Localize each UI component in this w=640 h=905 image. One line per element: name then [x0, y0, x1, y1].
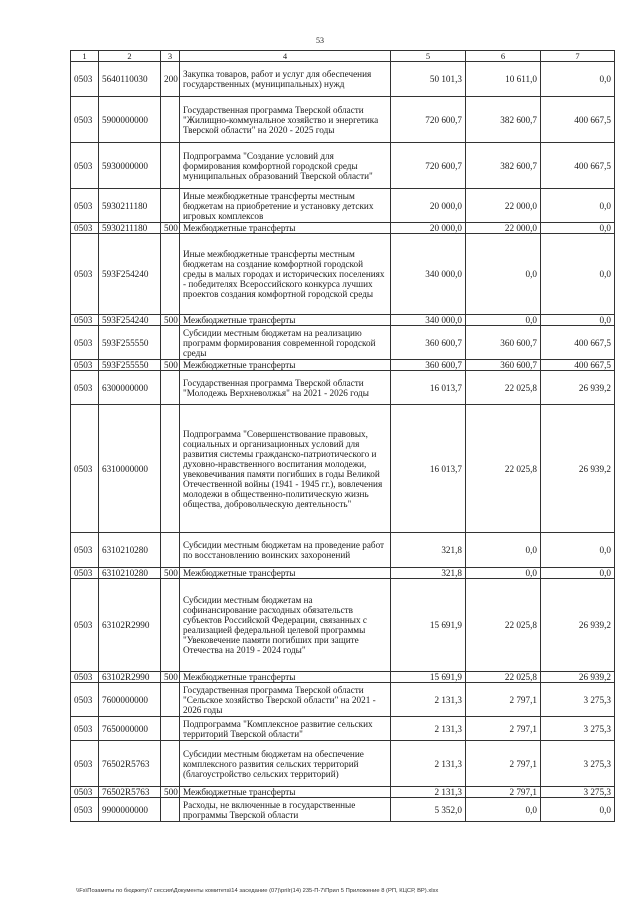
- cell-amount-year3: 0,0: [541, 234, 615, 315]
- cell-amount-year1: 5 352,0: [391, 798, 466, 822]
- table-row: [71, 533, 615, 568]
- cell-amount-year1: 20 000,0: [391, 189, 466, 223]
- cell-amount-year2: 2 797,1: [466, 717, 541, 741]
- cell-amount-year3: 3 275,3: [541, 683, 615, 717]
- header-row: [71, 51, 615, 62]
- cell-amount-year3: 0,0: [541, 533, 615, 568]
- table-row: [71, 223, 615, 234]
- cell-section: 0503: [71, 568, 99, 579]
- cell-section: 0503: [71, 787, 99, 798]
- cell-amount-year2: 22 025,8: [466, 405, 541, 533]
- cell-amount-year3: 26 939,2: [541, 672, 615, 683]
- cell-target-article: 5930211180: [99, 189, 161, 223]
- cell-section: 0503: [71, 683, 99, 717]
- table-row: [71, 371, 615, 405]
- cell-section: 0503: [71, 223, 99, 234]
- cell-expense-type: 500: [161, 672, 180, 683]
- cell-target-article: 6310210280: [99, 568, 161, 579]
- cell-target-article: 63102R2990: [99, 579, 161, 672]
- cell-expense-type: 500: [161, 315, 180, 326]
- table-row: [71, 234, 615, 315]
- cell-amount-year1: 360 600,7: [391, 360, 466, 371]
- cell-description: Межбюджетные трансферты: [180, 568, 391, 579]
- cell-amount-year1: 720 600,7: [391, 97, 466, 143]
- cell-expense-type: [161, 189, 180, 223]
- cell-amount-year3: 400 667,5: [541, 360, 615, 371]
- cell-amount-year1: 321,8: [391, 533, 466, 568]
- cell-description: Межбюджетные трансферты: [180, 315, 391, 326]
- cell-description: Закупка товаров, работ и услуг для обеспечения государственных (муниципальных) нужд: [180, 62, 391, 97]
- cell-expense-type: [161, 579, 180, 672]
- table-row: [71, 62, 615, 97]
- cell-target-article: 593F255550: [99, 326, 161, 360]
- cell-expense-type: [161, 326, 180, 360]
- cell-target-article: 76502R5763: [99, 787, 161, 798]
- cell-target-article: 6310000000: [99, 405, 161, 533]
- cell-amount-year1: 50 101,3: [391, 62, 466, 97]
- cell-target-article: 9900000000: [99, 798, 161, 822]
- cell-expense-type: 200: [161, 62, 180, 97]
- table-row: [71, 360, 615, 371]
- cell-target-article: 7600000000: [99, 683, 161, 717]
- cell-amount-year2: 22 025,8: [466, 672, 541, 683]
- cell-description: Подпрограмма "Создание условий для формирования комфортной городской среды муниципальных образований Тверской области": [180, 143, 391, 189]
- cell-target-article: 6310210280: [99, 533, 161, 568]
- table-row: [71, 672, 615, 683]
- cell-target-article: 5640110030: [99, 62, 161, 97]
- cell-amount-year2: 0,0: [466, 315, 541, 326]
- cell-amount-year1: 720 600,7: [391, 143, 466, 189]
- table-row: [71, 326, 615, 360]
- cell-description: Межбюджетные трансферты: [180, 360, 391, 371]
- cell-amount-year2: 22 000,0: [466, 189, 541, 223]
- table-row: [71, 97, 615, 143]
- cell-description: Субсидии местным бюджетам на реализацию программ формирования современной городской среды: [180, 326, 391, 360]
- cell-target-article: 63102R2990: [99, 672, 161, 683]
- cell-amount-year1: 15 691,9: [391, 672, 466, 683]
- cell-target-article: 76502R5763: [99, 741, 161, 787]
- cell-section: 0503: [71, 97, 99, 143]
- cell-section: 0503: [71, 371, 99, 405]
- cell-section: 0503: [71, 360, 99, 371]
- cell-section: 0503: [71, 143, 99, 189]
- cell-amount-year1: 2 131,3: [391, 787, 466, 798]
- page-number: 53: [316, 36, 324, 45]
- cell-amount-year3: 3 275,3: [541, 787, 615, 798]
- cell-target-article: 593F254240: [99, 234, 161, 315]
- cell-amount-year1: 2 131,3: [391, 717, 466, 741]
- cell-section: 0503: [71, 741, 99, 787]
- cell-amount-year3: 400 667,5: [541, 326, 615, 360]
- table-row: [71, 568, 615, 579]
- cell-amount-year2: 0,0: [466, 533, 541, 568]
- cell-amount-year1: 20 000,0: [391, 223, 466, 234]
- cell-amount-year2: 2 797,1: [466, 787, 541, 798]
- cell-description: Межбюджетные трансферты: [180, 672, 391, 683]
- table-row: [71, 189, 615, 223]
- cell-amount-year3: 3 275,3: [541, 741, 615, 787]
- cell-amount-year1: 15 691,9: [391, 579, 466, 672]
- cell-amount-year2: 0,0: [466, 568, 541, 579]
- table-row: [71, 405, 615, 533]
- cell-expense-type: [161, 533, 180, 568]
- cell-expense-type: [161, 371, 180, 405]
- cell-description: Межбюджетные трансферты: [180, 787, 391, 798]
- cell-description: Подпрограмма "Комплексное развитие сельских территорий Тверской области": [180, 717, 391, 741]
- cell-description: Государственная программа Тверской области "Молодежь Верхневолжья" на 2021 - 2026 годы: [180, 371, 391, 405]
- header-cell: 7: [541, 51, 615, 62]
- header-cell: 2: [99, 51, 161, 62]
- budget-table: [70, 50, 615, 822]
- table-row: [71, 787, 615, 798]
- cell-section: 0503: [71, 533, 99, 568]
- cell-section: 0503: [71, 405, 99, 533]
- cell-section: 0503: [71, 315, 99, 326]
- cell-amount-year2: 382 600,7: [466, 97, 541, 143]
- cell-amount-year2: 2 797,1: [466, 683, 541, 717]
- cell-description: Государственная программа Тверской области "Сельское хозяйство Тверской области" на 2021 - 2026 годы: [180, 683, 391, 717]
- cell-expense-type: [161, 97, 180, 143]
- header-cell: 4: [180, 51, 391, 62]
- cell-amount-year3: 400 667,5: [541, 143, 615, 189]
- cell-description: Иные межбюджетные трансферты местным бюджетам на создание комфортной городской среды в малых городах и исторических поселениях - победителях Всероссийского конкурса лучших проектов создания комфортной городской среды: [180, 234, 391, 315]
- cell-expense-type: [161, 234, 180, 315]
- cell-expense-type: [161, 143, 180, 189]
- cell-description: Субсидии местным бюджетам на проведение работ по восстановлению воинских захоронений: [180, 533, 391, 568]
- cell-description: Иные межбюджетные трансферты местным бюджетам на приобретение и установку детских игровых комплексов: [180, 189, 391, 223]
- cell-amount-year2: 360 600,7: [466, 360, 541, 371]
- cell-description: Государственная программа Тверской области "Жилищно-коммунальное хозяйство и энергетика Тверской области" на 2020 - 2025 годы: [180, 97, 391, 143]
- table-row: [71, 798, 615, 822]
- cell-target-article: 5930000000: [99, 143, 161, 189]
- table-row: [71, 741, 615, 787]
- cell-amount-year2: 2 797,1: [466, 741, 541, 787]
- cell-amount-year2: 22 025,8: [466, 579, 541, 672]
- cell-amount-year1: 2 131,3: [391, 741, 466, 787]
- cell-target-article: 7650000000: [99, 717, 161, 741]
- cell-target-article: 6300000000: [99, 371, 161, 405]
- cell-expense-type: [161, 717, 180, 741]
- cell-amount-year1: 360 600,7: [391, 326, 466, 360]
- cell-amount-year3: 0,0: [541, 568, 615, 579]
- cell-section: 0503: [71, 798, 99, 822]
- cell-section: 0503: [71, 326, 99, 360]
- cell-description: Субсидии местным бюджетам на софинансирование расходных обязательств субъектов Российской Федерации, связанных с реализацией федеральной целевой программы "Увековечение памяти погибших при защите Отечества на 2019 - 2024 годы": [180, 579, 391, 672]
- cell-amount-year2: 0,0: [466, 798, 541, 822]
- cell-amount-year3: 0,0: [541, 315, 615, 326]
- cell-amount-year3: 26 939,2: [541, 371, 615, 405]
- file-path-footer: \\Fs\Позаметы по бюджету\7 сессия\Документы комитета\14 заседание (07)\prilr(14) 235-П-7\Прил 5 Приложение 8 (РП, КЦСР, ВР).xlsx: [76, 888, 439, 894]
- cell-amount-year3: 0,0: [541, 223, 615, 234]
- table-row: [71, 143, 615, 189]
- cell-amount-year3: 0,0: [541, 798, 615, 822]
- cell-amount-year3: 0,0: [541, 189, 615, 223]
- cell-description: Подпрограмма "Совершенствование правовых, социальных и организационных условий для развития системы гражданско-патриотического и духовно-нравственного воспитания молодежи, увековечивания памяти погибших в годы Великой Отечественной войны (1941 - 1945 гг.), вовлечения молодежи в общественно-политическую жизнь общества, добровольческую деятельность": [180, 405, 391, 533]
- cell-section: 0503: [71, 672, 99, 683]
- cell-target-article: 593F254240: [99, 315, 161, 326]
- cell-amount-year3: 400 667,5: [541, 97, 615, 143]
- cell-amount-year1: 321,8: [391, 568, 466, 579]
- cell-section: 0503: [71, 579, 99, 672]
- cell-target-article: 5930211180: [99, 223, 161, 234]
- cell-amount-year1: 2 131,3: [391, 683, 466, 717]
- table-row: [71, 579, 615, 672]
- header-cell: 5: [391, 51, 466, 62]
- cell-target-article: 5900000000: [99, 97, 161, 143]
- header-cell: 6: [466, 51, 541, 62]
- cell-amount-year2: 0,0: [466, 234, 541, 315]
- cell-section: 0503: [71, 717, 99, 741]
- cell-section: 0503: [71, 234, 99, 315]
- header-cell: 3: [161, 51, 180, 62]
- cell-amount-year1: 16 013,7: [391, 371, 466, 405]
- cell-amount-year2: 22 025,8: [466, 371, 541, 405]
- cell-amount-year3: 3 275,3: [541, 717, 615, 741]
- cell-amount-year2: 10 611,0: [466, 62, 541, 97]
- cell-expense-type: 500: [161, 568, 180, 579]
- cell-amount-year3: 26 939,2: [541, 579, 615, 672]
- table-row: [71, 683, 615, 717]
- cell-description: Расходы, не включенные в государственные программы Тверской области: [180, 798, 391, 822]
- cell-amount-year1: 16 013,7: [391, 405, 466, 533]
- cell-section: 0503: [71, 189, 99, 223]
- cell-description: Субсидии местным бюджетам на обеспечение комплексного развития сельских территорий (благоустройство сельских территорий): [180, 741, 391, 787]
- cell-expense-type: [161, 741, 180, 787]
- cell-amount-year2: 22 000,0: [466, 223, 541, 234]
- cell-expense-type: 500: [161, 223, 180, 234]
- table-row: [71, 315, 615, 326]
- cell-amount-year2: 382 600,7: [466, 143, 541, 189]
- cell-amount-year3: 0,0: [541, 62, 615, 97]
- cell-expense-type: 500: [161, 360, 180, 371]
- cell-amount-year1: 340 000,0: [391, 315, 466, 326]
- table-row: [71, 717, 615, 741]
- cell-amount-year2: 360 600,7: [466, 326, 541, 360]
- cell-section: 0503: [71, 62, 99, 97]
- cell-expense-type: [161, 798, 180, 822]
- cell-amount-year3: 26 939,2: [541, 405, 615, 533]
- cell-expense-type: [161, 683, 180, 717]
- cell-expense-type: [161, 405, 180, 533]
- cell-description: Межбюджетные трансферты: [180, 223, 391, 234]
- cell-target-article: 593F255550: [99, 360, 161, 371]
- header-cell: 1: [71, 51, 99, 62]
- cell-expense-type: 500: [161, 787, 180, 798]
- cell-amount-year1: 340 000,0: [391, 234, 466, 315]
